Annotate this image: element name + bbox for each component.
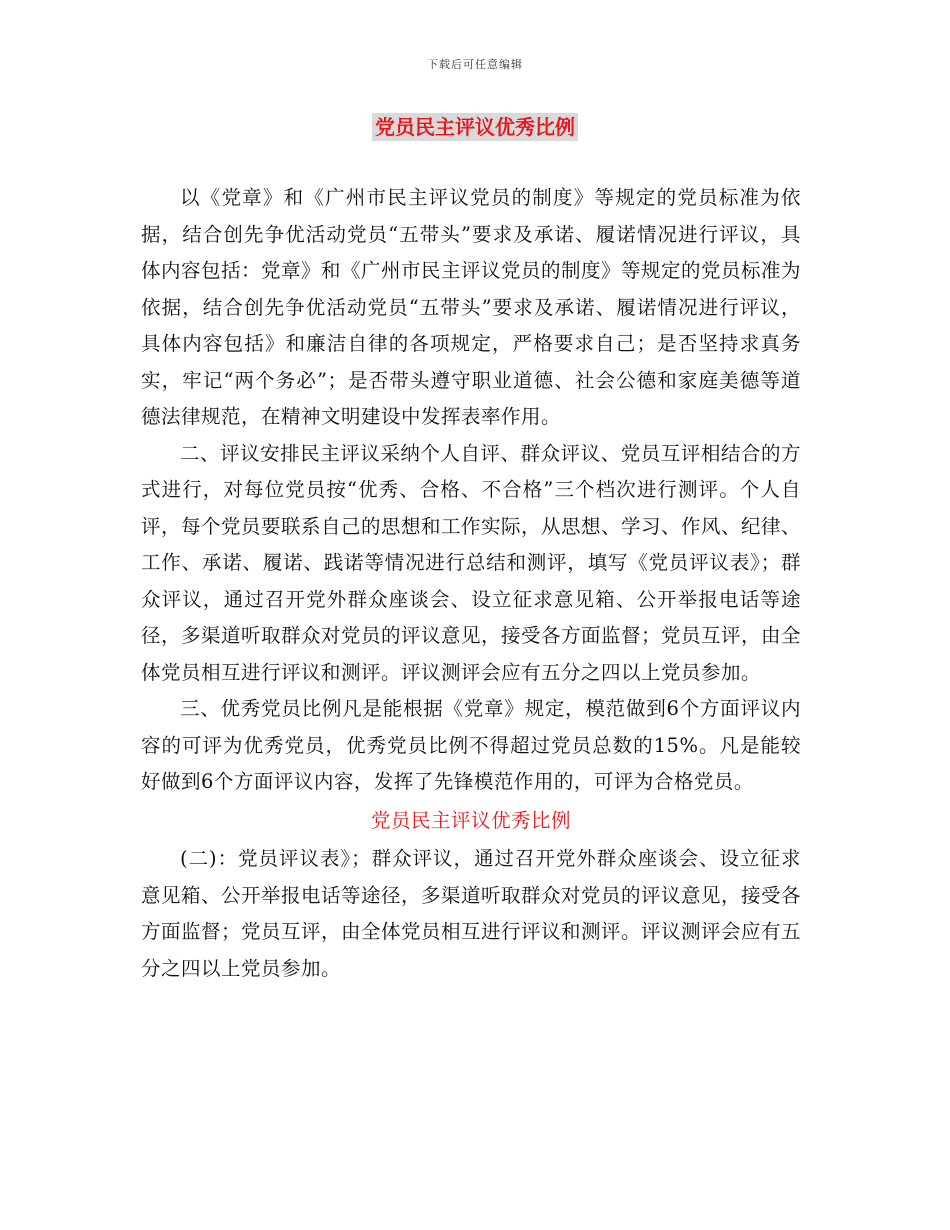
document-body: [141, 180, 801, 987]
section-subtitle: 党员民主评议优秀比例: [370, 808, 571, 832]
paragraph-3: 三、优秀党员比例凡是能根据《党章》规定，模范做到6个方面评议内容的可评为优秀党员，优秀党员比例不得超过党员总数的15%。凡是能较好做到6个方面评议内容，发挥了先锋模范作用的，可评为合格党员。: [141, 697, 801, 793]
document-title: 党员民主评议优秀比例: [372, 113, 578, 141]
header-note: 下载后可任意编辑: [427, 58, 523, 71]
paragraph-1: 以《党章》和《广州市民主评议党员的制度》等规定的党员标准为依据，结合创先争优活动党员“五带头”要求及承诺、履诺情况进行评议，具体内容包括：党章》和《广州市民主评议党员的制度》等规定的党员标准为依据，结合创先争优活动党员“五带头”要求及承诺、履诺情况进行评议，具体内容包括》和廉洁自律的各项规定，严格要求自己；是否坚持求真务实，牢记“两个务必”；是否带头遵守职业道德、社会公德和家庭美德等道德法律规范，在精神文明建设中发挥表率作用。: [141, 186, 802, 428]
paragraph-4: (二)：党员评议表》；群众评议，通过召开党外群众座谈会、设立征求意见箱、公开举报电话等途径，多渠道听取群众对党员的评议意见，接受各方面监督；党员互评，由全体党员相互进行评议和测评。评议测评会应有五分之四以上党员参加。: [141, 847, 802, 980]
document-title-container: [0, 113, 950, 141]
paragraph-2: 二、评议安排民主评议采纳个人自评、群众评议、党员互评相结合的方式进行，对每位党员按“优秀、合格、不合格”三个档次进行测评。个人自评，每个党员要联系自己的思想和工作实际，从思想、学习、作风、纪律、工作、承诺、履诺、践诺等情况进行总结和测评，填写《党员评议表》；群众评议，通过召开党外群众座谈会、设立征求意见箱、公开举报电话等途径，多渠道听取群众对党员的评议意见，接受各方面监督；党员互评，由全体党员相互进行评议和测评。评议测评会应有五分之四以上党员参加。: [141, 441, 802, 684]
